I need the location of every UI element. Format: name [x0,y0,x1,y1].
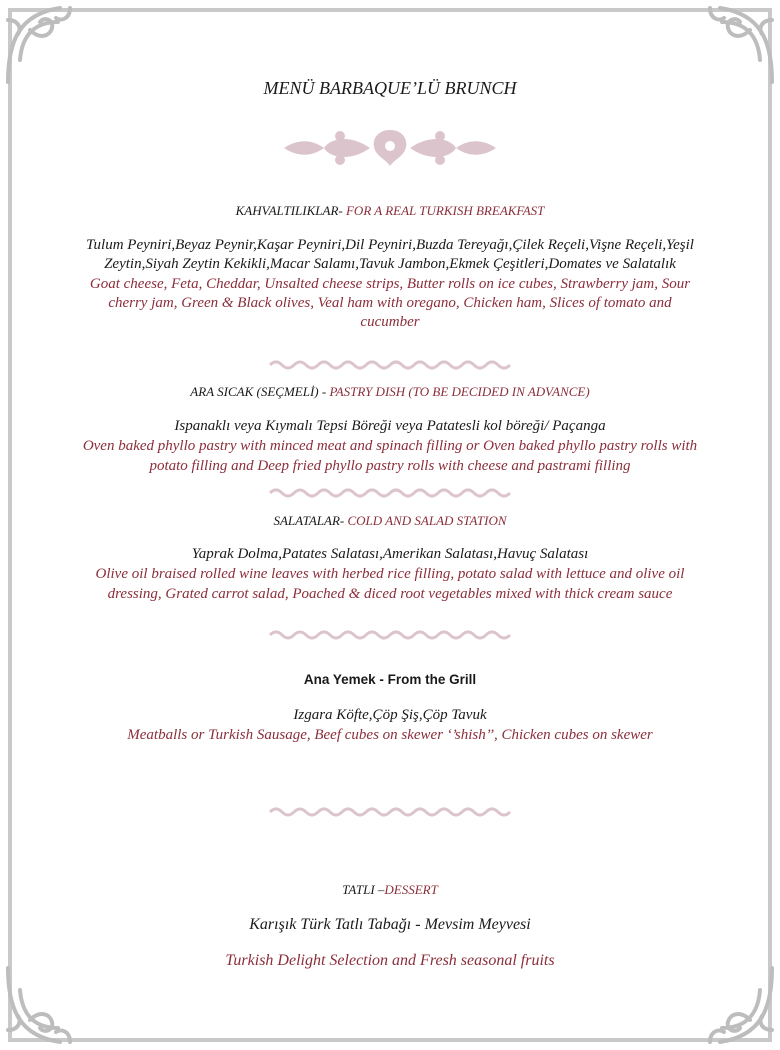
breakfast-en-line: Goat cheese, Feta, Cheddar, Unsalted cheese strips, Butter rolls on ice cubes, Strawberry jam, Sour [89,276,691,292]
grill-en-line: Meatballs or Turkish Sausage, Beef cubes on skewer ‘’shish’’, Chicken cubes on skewer [127,727,653,743]
dessert-heading-tr: TATLI – [342,882,385,897]
salads-heading-tr: SALATALAR- [273,513,348,528]
pastry-tr-line: Ispanaklı veya Kıymalı Tepsi Böreği veya Patatesli kol böreği/ Paçanga [174,418,606,434]
breakfast-heading-en: FOR A REAL TURKISH BREAKFAST [345,203,545,218]
breakfast-heading [40,203,740,219]
breakfast-heading-tr: KAHVALTILIKLAR- [235,203,346,218]
breakfast-en-line: cucumber [360,314,420,330]
breakfast-tr-line: Zeytin,Siyah Zeytin Kekikli,Macar Salamı,Tavuk Jambon,Ekmek Çeşitleri,Domates ve Salatalık [104,256,676,272]
pastry-heading [40,384,740,400]
dessert-heading [40,882,740,898]
dessert-tr-line: Karışık Türk Tatlı Tabağı - Mevsim Meyvesi [249,916,531,933]
salads-en-line: dressing, Grated carrot salad, Poached & diced root vegetables mixed with thick cream sauce [107,586,673,602]
divider-ornament-icon [268,628,512,640]
salads-heading [40,513,740,529]
divider-ornament-icon [268,358,512,370]
breakfast-en-line: cherry jam, Green & Black olives, Veal ham with oregano, Chicken ham, Slices of tomato and [108,295,672,311]
dessert-heading-en: DESSERT [384,882,438,897]
ornament-flourish-icon [280,124,500,172]
pastry-en-line: potato filling and Deep fried phyllo pastry rolls with cheese and pastrami filling [149,458,631,474]
salads-tr-line: Yaprak Dolma,Patates Salatası,Amerikan Salatası,Havuç Salatası [191,546,589,562]
dessert-en-line: Turkish Delight Selection and Fresh seasonal fruits [225,952,555,969]
grill-tr-line: Izgara Köfte,Çöp Şiş,Çöp Tavuk [293,707,487,723]
pastry-en-line: Oven baked phyllo pastry with minced meat and spinach filling or Oven baked phyllo pastry rolls with [82,438,698,454]
menu-title: MENÜ BARBAQUE’LÜ BRUNCH [263,78,517,98]
breakfast-tr-line: Tulum Peyniri,Beyaz Peynir,Kaşar Peyniri,Dil Peyniri,Buzda Tereyağı,Çilek Reçeli,Vişne Reçeli,Yeşil [86,237,694,253]
grill-heading: Ana Yemek - From the Grill [303,672,477,687]
divider-ornament-icon [268,805,512,817]
divider-ornament-icon [268,486,512,498]
salads-heading-en: COLD AND SALAD STATION [347,513,507,528]
pastry-heading-en: PASTRY DISH (TO BE DECIDED IN ADVANCE) [329,384,590,399]
salads-en-line: Olive oil braised rolled wine leaves with herbed rice filling, potato salad with lettuce and olive oil [95,566,685,582]
pastry-heading-tr: ARA SICAK (SEÇMELİ) - [190,384,330,399]
